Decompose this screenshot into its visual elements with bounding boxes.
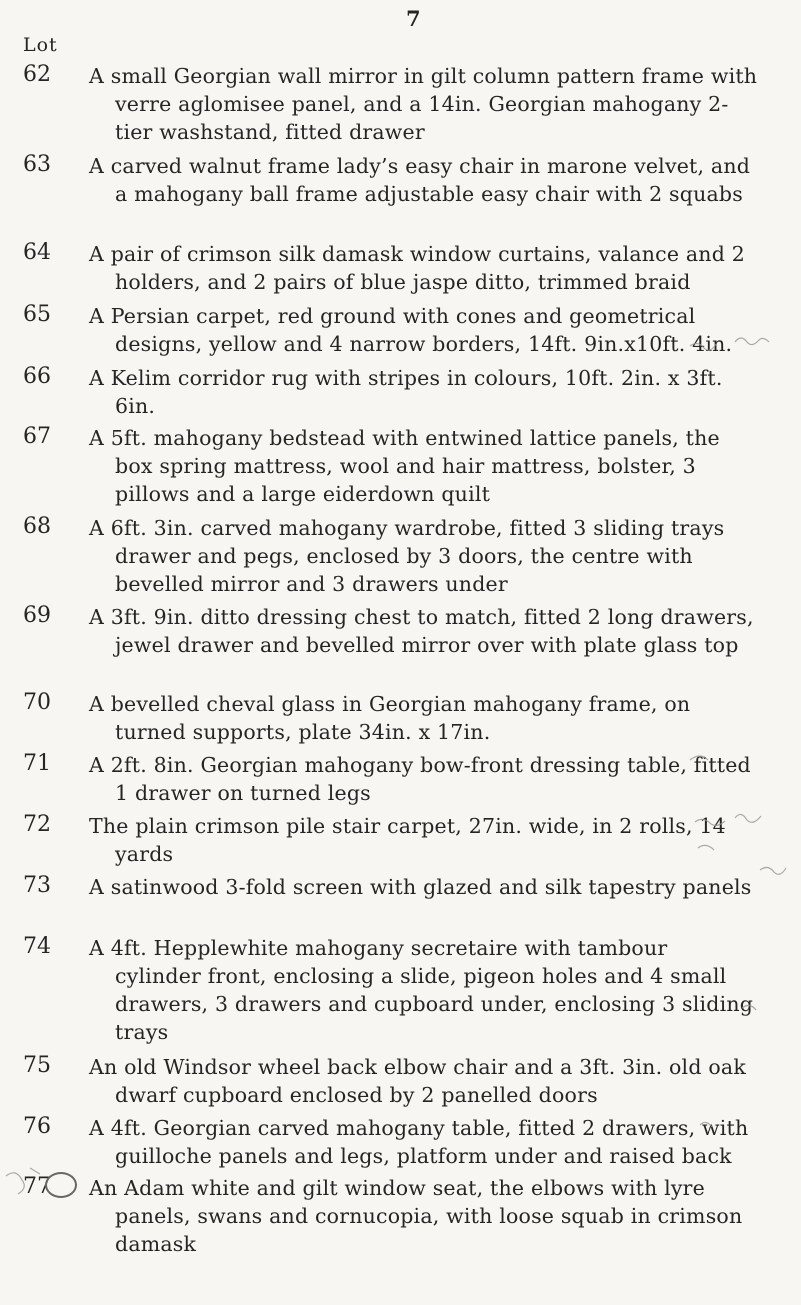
lot-description: The plain crimson pile stair carpet, 27in. wide, in 2 rolls, 14 yards bbox=[89, 814, 726, 866]
lot-description: A 4ft. Hepplewhite mahogany secretaire with tambour cylinder front, enclosing a slide, pigeon holes and 4 small drawers, 3 drawers and cupboard under, enclosing 3 sliding trays bbox=[89, 936, 754, 1044]
lot-description: A 2ft. 8in. Georgian mahogany bow-front dressing table, fitted 1 drawer on turned legs bbox=[89, 753, 751, 805]
lot-number: 66 bbox=[23, 364, 51, 389]
lot-number: 75 bbox=[23, 1053, 51, 1078]
lot-description: An old Windsor wheel back elbow chair and a 3ft. 3in. old oak dwarf cupboard enclosed by 2 panelled doors bbox=[89, 1055, 746, 1107]
lot-number: 68 bbox=[23, 514, 51, 539]
lot-description: A bevelled cheval glass in Georgian mahogany frame, on turned supports, plate 34in. x 17in. bbox=[89, 692, 691, 744]
lot-description: A carved walnut frame lady’s easy chair in marone velvet, and a mahogany ball frame adjustable easy chair with 2 squabs bbox=[89, 154, 751, 206]
lot-description: A pair of crimson silk damask window curtains, valance and 2 holders, and 2 pairs of blue jaspe ditto, trimmed braid bbox=[89, 242, 745, 294]
lot-description: A 5ft. mahogany bedstead with entwined lattice panels, the box spring mattress, wool and hair mattress, bolster, 3 pillows and a large eiderdown quilt bbox=[89, 426, 720, 506]
lot-description: A 4ft. Georgian carved mahogany table, fitted 2 drawers, with guilloche panels and legs, platform under and raised back bbox=[89, 1116, 749, 1168]
lot-number: 72 bbox=[23, 812, 51, 837]
lot-number: 62 bbox=[23, 62, 51, 87]
lot-number: 74 bbox=[23, 934, 51, 959]
lot-description: A small Georgian wall mirror in gilt column pattern frame with verre aglomisee panel, and a 14in. Georgian mahogany 2-tier washstand, fitted drawer bbox=[89, 64, 758, 144]
lot-number: 73 bbox=[23, 873, 51, 898]
lot-number: 69 bbox=[23, 603, 51, 628]
lot-description: A Persian carpet, red ground with cones and geometrical designs, yellow and 4 narrow borders, 14ft. 9in.x10ft. 4in. bbox=[89, 304, 733, 356]
lot-description: A 6ft. 3in. carved mahogany wardrobe, fitted 3 sliding trays drawer and pegs, enclosed by 3 doors, the centre with bevelled mirror and 3 drawers under bbox=[89, 516, 725, 596]
lot-description: A Kelim corridor rug with stripes in colours, 10ft. 2in. x 3ft. 6in. bbox=[89, 366, 723, 418]
lot-number: 71 bbox=[23, 751, 51, 776]
page-number: 7 bbox=[406, 6, 421, 31]
lot-number: 77 bbox=[23, 1174, 51, 1199]
lot-column-header: Lot bbox=[23, 34, 58, 56]
lot-number: 70 bbox=[23, 690, 51, 715]
lot-description: An Adam white and gilt window seat, the elbows with lyre panels, swans and cornucopia, with loose squab in crimson damask bbox=[89, 1176, 743, 1256]
handwritten-circle-mark bbox=[45, 1172, 77, 1198]
lot-number: 65 bbox=[23, 302, 51, 327]
lot-number: 64 bbox=[23, 240, 51, 265]
lot-number: 67 bbox=[23, 424, 51, 449]
lot-description: A satinwood 3-fold screen with glazed and silk tapestry panels bbox=[89, 875, 752, 899]
lot-number: 76 bbox=[23, 1114, 51, 1139]
lot-number: 63 bbox=[23, 152, 51, 177]
lot-description: A 3ft. 9in. ditto dressing chest to match, fitted 2 long drawers, jewel drawer and bevelled mirror over with plate glass top bbox=[89, 605, 754, 657]
